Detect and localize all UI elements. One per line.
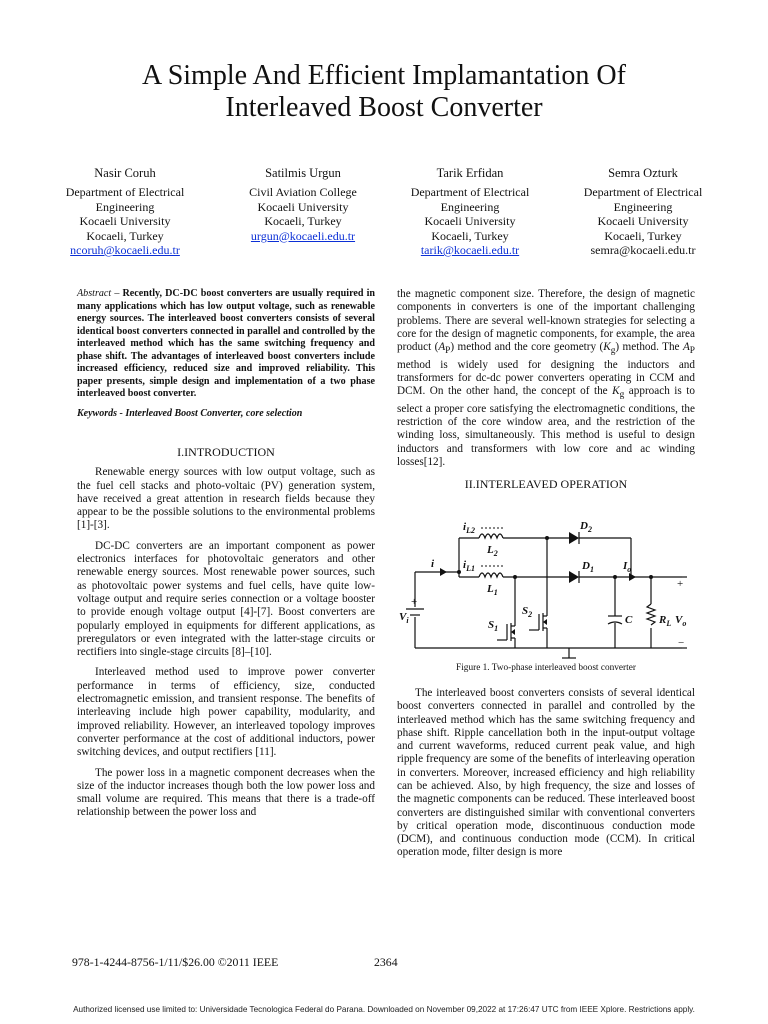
author-name: Tarik Erfidan — [436, 166, 504, 180]
symbol-kg: K — [603, 341, 611, 354]
author-affiliation: Department of Electrical — [65, 185, 185, 200]
author-affiliation: Engineering — [613, 199, 673, 214]
footer-isbn: 978-1-4244-8756-1/11/$26.00 ©2011 IEEE — [72, 955, 279, 969]
symbol-sub: g — [610, 346, 616, 357]
junction-dot — [513, 575, 517, 579]
author-affiliation: Kocaeli University — [257, 199, 349, 214]
circuit-diagram — [397, 498, 695, 660]
section-heading-interleaved-operation: II.INTERLEAVED OPERATION — [464, 477, 628, 492]
paragraph: Renewable energy sources with low output voltage, such as the fuel cell stacks and photo-voltaic (PV) generation system, have received a great attention in research fields because they appear to be the possible solutions to the environmental problems [1]-[3]. — [77, 466, 375, 532]
diode-d1 — [569, 571, 579, 583]
title-line-1: A Simple And Efficient Implamantation Of — [142, 60, 626, 91]
inductor-l2 — [479, 534, 503, 538]
author-3 — [385, 166, 555, 257]
author-affiliation: Kocaeli, Turkey — [431, 228, 509, 243]
label-rl: $R_L$ — [659, 613, 672, 628]
author-2 — [218, 166, 388, 243]
label-d1: $D_1$ — [582, 559, 594, 574]
author-affiliation: Kocaeli University — [424, 214, 516, 229]
abstract-text: Recently, DC-DC boost converters are usually required in many applications which has low output voltage, such as renewable energy sources. The interleaved boost converters consists of several identical boost converters connected in parallel and controlled by the interleaved method which has the same switching frequency and phase shift. The advantages of interleaved boost converters include increased efficiency, reduced size and improved reliability. This paper presents, simple design and implementation of a two phase interleaved boost converter. — [77, 288, 375, 399]
paragraph: Interleaved method used to improve power converter performance in terms of efficiency, size, conducted electromagnetic emission, and transient response. The benefits of interleaving include high power capability, modularity, and improved reliability. However, an interleaved topology improves converter performance at the cost of additional inductors, power switching devices, and output rectifiers [11]. — [77, 666, 375, 759]
diode-d2 — [569, 532, 579, 544]
label-plus-input: + — [411, 595, 418, 608]
label-il2: $i_{L2}$ — [463, 520, 475, 535]
paragraph: The power loss in a magnetic component decreases when the size of the inductor increases though both the low power loss and small volume are required. This means that there is a trade-off relationship between the power loss and — [77, 766, 375, 819]
left-column — [77, 288, 375, 827]
label-s2: $S_2$ — [522, 604, 533, 619]
junction-dot — [613, 575, 617, 579]
figure-caption: Figure 1. Two-phase interleaved boost converter — [456, 662, 636, 673]
symbol-ap: A — [682, 341, 690, 354]
author-email-link[interactable]: urgun@kocaeli.edu.tr — [250, 228, 356, 243]
title-line-2: Interleaved Boost Converter — [225, 92, 543, 123]
label-il1: $i_{L1}$ — [463, 558, 475, 573]
text-run: ) method. The — [615, 341, 683, 354]
right-column — [397, 288, 695, 867]
label-minus-output: − — [678, 636, 685, 649]
author-4 — [558, 166, 728, 257]
paragraph: The interleaved boost converters consists of several identical boost converters connected in parallel and controlled by the interleaved method which has the same switching frequency and phase shift. Ripple cancellation both in the input-output voltage and current waveforms, reduced current peak value, and high ripple frequency are some of the benefits of interleaving operation in converters. Moreover, increased efficiency and high reliability can be achieved. Also, by high frequency, the size and losses of the magnetic components can be reduced. These interleaved boost converters are distinguished similar with conventional converters by critical operation mode, discontinuous conduction mode (DCM), and continuous conduction mode (CCM). In critical operation mode, filter design is more — [397, 686, 695, 859]
label-s1: $S_1$ — [488, 618, 499, 633]
symbol-sub: P — [445, 346, 451, 357]
figure-circuit — [397, 498, 695, 660]
author-affiliation: Kocaeli, Turkey — [86, 228, 164, 243]
author-1 — [40, 166, 210, 257]
symbol-ap: A — [438, 341, 446, 354]
author-name: Satilmis Urgun — [265, 166, 341, 180]
author-email: semra@kocaeli.edu.tr — [590, 243, 696, 258]
symbol-kg: K — [612, 385, 620, 398]
symbol-sub: P — [689, 346, 695, 357]
author-affiliation: Kocaeli University — [79, 214, 171, 229]
author-affiliation: Civil Aviation College — [249, 185, 357, 200]
label-i: i — [431, 557, 435, 570]
author-affiliation: Department of Electrical — [583, 185, 703, 200]
label-io: $I_o$ — [623, 559, 632, 574]
label-plus-output: + — [677, 577, 684, 590]
keywords: Keywords - Interleaved Boost Converter, core selection — [77, 407, 303, 419]
abstract-lead: Abstract – — [77, 288, 120, 299]
current-arrow-i — [440, 568, 447, 576]
label-vo: $V_o$ — [675, 613, 687, 628]
author-email-link[interactable]: tarik@kocaeli.edu.tr — [420, 243, 520, 258]
mosfet-s1-arrow — [511, 629, 515, 635]
label-d2: $D_2$ — [580, 519, 592, 534]
label-vi: $V_i$ — [399, 610, 409, 625]
paper-title — [0, 60, 768, 124]
junction-dot — [457, 570, 461, 574]
paragraph: DC-DC converters are an important component as power electronics interfaces for photovoltaic generators and other renewable energy sources. Most renewable power sources, such as photovoltaic power systems and fuel cells, have quite low-voltage output and require series connection or a voltage booster to provide enough voltage output [4]-[7]. Boost converters are popularly employed in equipments for different applications, as preregulators or even integrated with the latter-stage circuits or rectifiers into single-stage circuits [8]–[10]. — [77, 539, 375, 659]
label-l1: $L_1$ — [487, 582, 498, 597]
current-arrow-io — [629, 573, 636, 581]
author-affiliation: Engineering — [95, 199, 155, 214]
author-affiliation: Kocaeli, Turkey — [264, 214, 342, 229]
label-l2: $L_2$ — [487, 543, 498, 558]
author-affiliation: Engineering — [440, 199, 500, 214]
paragraph — [397, 288, 695, 469]
inductor-l1 — [479, 573, 503, 577]
junction-dot — [545, 536, 549, 540]
section-heading-introduction: I.INTRODUCTION — [177, 445, 275, 459]
text-run: ) method and the core geometry ( — [450, 341, 604, 354]
text-run: the magnetic component size. Therefore, the design of magnetic components in converters is one of the important challenging problems. There are several well-known strategies for selecting a core for the design of magnetic components, for example, the area product ( — [397, 288, 695, 354]
label-c: C — [625, 613, 633, 626]
author-email-link[interactable]: ncoruh@kocaeli.edu.tr — [70, 243, 180, 258]
resistor-rl — [647, 604, 655, 625]
text-run: approach is to select a proper core satisfying the electromagnetic conditions, the restriction of the core window area, and the restriction of the winding loss, simultaneously. This method is useful to design inductors and transformers with low core and ac winding losses[12]. — [397, 385, 695, 469]
author-name: Semra Ozturk — [608, 166, 678, 180]
text-run: method is widely used for designing the inductors and transformers for dc-dc power converters operating in CCM and DCM. On the other hand, the concept of the — [397, 358, 695, 398]
author-name: Nasir Coruh — [94, 166, 156, 180]
author-affiliation: Department of Electrical — [410, 185, 530, 200]
author-affiliation: Kocaeli, Turkey — [604, 228, 682, 243]
page-number: 2364 — [374, 955, 398, 969]
author-affiliation: Kocaeli University — [597, 214, 689, 229]
license-notice: Authorized licensed use limited to: Universidade Tecnologica Federal do Parana. Downloaded on November 09,2022 at 17:26:47 UTC from IEEE Xplore. Restrictions apply. — [73, 1005, 695, 1014]
junction-dot — [649, 575, 653, 579]
symbol-sub: g — [619, 390, 625, 401]
abstract — [77, 288, 375, 401]
